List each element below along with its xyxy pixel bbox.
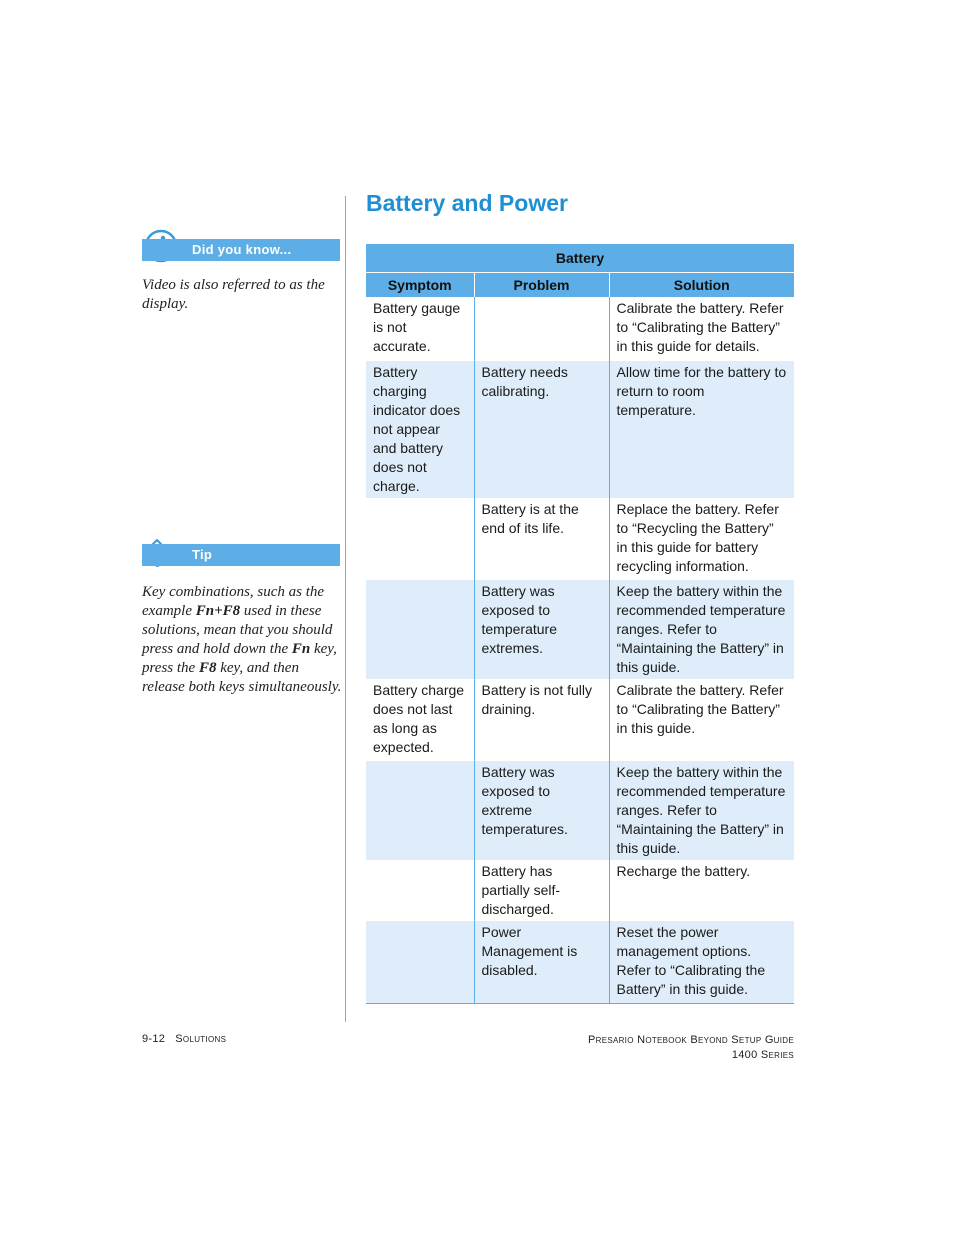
did-you-know-text: Video is also referred to as the display. (142, 277, 325, 312)
tip-text-part: used in these solutions, mean that you should press and hold down the (142, 603, 333, 657)
symptom-cell (366, 498, 474, 580)
problem-cell: Power Management is disabled. (474, 921, 609, 1003)
did-you-know-label: Did you know... (192, 242, 292, 257)
solution-cell: Recharge the battery. (609, 860, 794, 921)
solution-cell: Calibrate the battery. Refer to “Calibrating the Battery” in this guide for details. (609, 297, 794, 361)
solution-cell: Reset the power management options. Refer to “Calibrating the Battery” in this guide. (609, 921, 794, 1003)
solution-cell: Replace the battery. Refer to “Recycling the Battery” in this guide for battery recycling information. (609, 498, 794, 580)
table-caption: Battery (366, 244, 794, 273)
problem-cell (474, 297, 609, 361)
symptom-cell (366, 921, 474, 1003)
solution-cell: Keep the battery within the recommended temperature ranges. Refer to “Maintaining the Battery” in this guide. (609, 761, 794, 860)
page-number: 9-12 (142, 1033, 166, 1045)
footer-left (142, 1033, 226, 1045)
problem-cell: Battery is at the end of its life. (474, 498, 609, 580)
table-row (366, 761, 794, 860)
tip-text-part: key, press the (142, 641, 337, 676)
tip-text (142, 583, 342, 697)
tip-label: Tip (192, 547, 213, 562)
problem-cell: Battery was exposed to extreme temperatures. (474, 761, 609, 860)
symptom-cell: Battery charging indicator does not appear and battery does not charge. (366, 361, 474, 498)
header-problem: Problem (474, 273, 609, 298)
guide-title: Presario Notebook Beyond Setup Guide (587, 1034, 794, 1046)
table-row (366, 921, 794, 1003)
symptom-cell (366, 580, 474, 679)
header-solution: Solution (609, 273, 794, 298)
problem-cell: Battery is not fully draining. (474, 679, 609, 761)
series-name: 1400 Series (731, 1049, 794, 1061)
section-name: Solutions (175, 1033, 227, 1045)
tip-text-part: key, and then release both keys simultaneously. (142, 660, 342, 695)
problem-cell: Battery needs calibrating. (474, 361, 609, 498)
solution-cell: Keep the battery within the recommended temperature ranges. Refer to “Maintaining the Battery” in this guide. (609, 580, 794, 679)
table-row (366, 498, 794, 580)
tip-banner (142, 544, 340, 566)
tip-text-part: Key combinations, such as the example (142, 584, 325, 619)
page-title: Battery and Power (366, 190, 568, 216)
vertical-divider (345, 196, 346, 1022)
table-row (366, 580, 794, 679)
table-row (366, 297, 794, 361)
tip-key-fn: Fn (291, 641, 311, 657)
solution-cell: Calibrate the battery. Refer to “Calibrating the Battery” in this guide. (609, 679, 794, 761)
symptom-cell: Battery charge does not last as long as expected. (373, 682, 465, 755)
tip-key-f8: F8 (198, 660, 217, 676)
tip-key-combo: Fn+F8 (195, 603, 241, 619)
did-you-know-banner (142, 239, 340, 261)
footer-right (588, 1033, 794, 1063)
table-row (366, 860, 794, 921)
table-row (366, 361, 794, 498)
solution-cell: Allow time for the battery to return to room temperature. (609, 361, 794, 498)
problem-cell: Battery was exposed to temperature extremes. (474, 580, 609, 679)
table-row (366, 679, 794, 761)
symptom-cell: Battery gauge is not accurate. (373, 300, 461, 354)
symptom-cell (366, 761, 474, 860)
problem-cell: Battery has partially self-discharged. (474, 860, 609, 921)
symptom-cell (366, 860, 474, 921)
header-symptom: Symptom (366, 273, 474, 298)
battery-table (366, 244, 794, 1004)
